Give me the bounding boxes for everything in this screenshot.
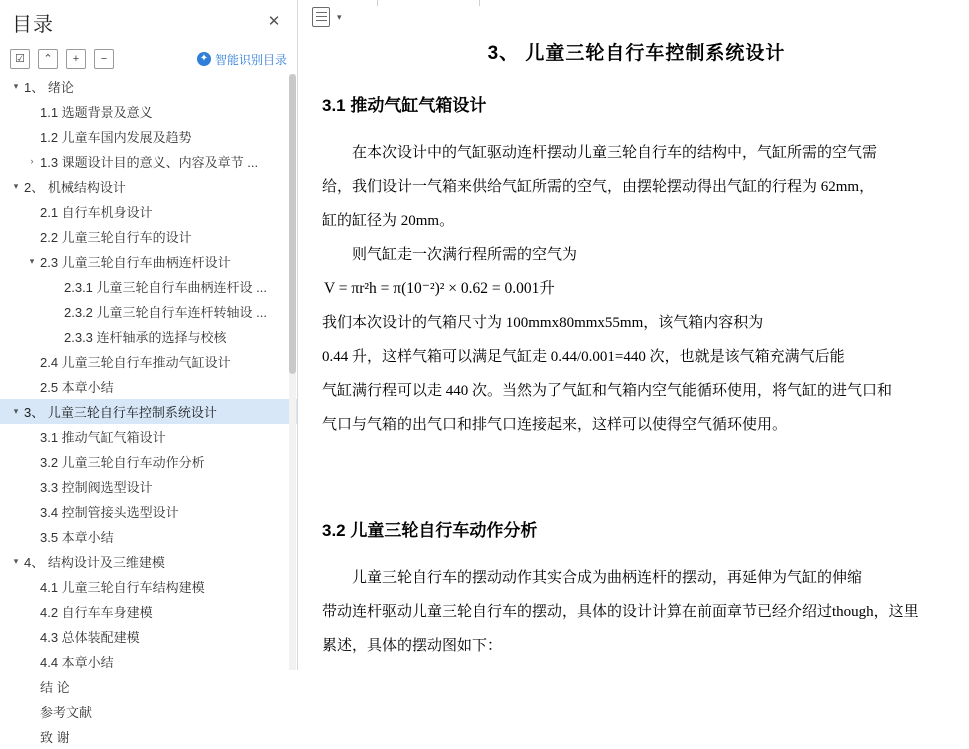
toc-item[interactable] xyxy=(0,349,297,374)
paragraph-line: 气缸满行程可以走 440 次。当然为了气缸和气箱内空气能循环使用，将气缸的进气口和 xyxy=(322,383,893,399)
close-icon[interactable]: ✕ xyxy=(267,13,281,30)
paragraph-line: 缸的缸径为 20mm。 xyxy=(322,213,455,229)
toc-item-label: 4.3 总体装配建模 xyxy=(40,630,140,645)
toc-item-label: 3.4 控制管接头选型设计 xyxy=(40,505,179,520)
chevron-down-icon[interactable]: ▾ xyxy=(13,81,19,91)
toc-item[interactable] xyxy=(0,424,297,449)
toc-item-label: 2.4 儿童三轮自行车推动气缸设计 xyxy=(40,355,231,370)
toc-list[interactable] xyxy=(0,74,297,745)
toc-item[interactable] xyxy=(0,549,297,574)
toc-item[interactable] xyxy=(0,399,297,424)
page-edge-marker-right xyxy=(479,0,480,6)
chevron-down-icon[interactable]: ▾ xyxy=(13,556,19,566)
chevron-down-icon[interactable]: ▾ xyxy=(29,256,35,266)
paragraph-line: 在本次设计中的气缸驱动连杆摆动儿童三轮自行车的结构中，气缸所需的空气需 xyxy=(352,145,878,161)
toc-item[interactable] xyxy=(0,599,297,624)
toc-item[interactable] xyxy=(0,699,297,724)
document-title: 3、 儿童三轮自行车控制系统设计 xyxy=(487,43,786,64)
toc-item[interactable] xyxy=(0,324,297,349)
section-heading-3-2: 3.2 儿童三轮自行车动作分析 xyxy=(322,521,538,540)
toc-item-label: 3.2 儿童三轮自行车动作分析 xyxy=(40,455,205,470)
toc-item[interactable] xyxy=(0,149,297,174)
toc-item-label: 2.1 自行车机身设计 xyxy=(40,205,153,220)
toc-item[interactable] xyxy=(0,99,297,124)
toc-item[interactable] xyxy=(0,249,297,274)
chevron-down-icon[interactable]: ▾ xyxy=(13,406,19,416)
formula-volume: V = πr²h = π(10⁻²)² × 0.62 = 0.001升 xyxy=(324,280,555,297)
page-title: 目录 xyxy=(12,13,54,36)
sidebar-header xyxy=(0,0,297,44)
toc-item[interactable] xyxy=(0,124,297,149)
paragraph-line: 则气缸走一次满行程所需的空气为 xyxy=(352,247,578,263)
toc-item[interactable] xyxy=(0,474,297,499)
toc-item-label: 2.3.3 连杆轴承的选择与校核 xyxy=(64,330,227,345)
toc-item[interactable] xyxy=(0,449,297,474)
page-edge-marker-left xyxy=(377,0,378,6)
toc-item-label: 1、 绪论 xyxy=(24,80,74,95)
toc-item[interactable] xyxy=(0,524,297,549)
toc-item-label: 1.2 儿童车国内发展及趋势 xyxy=(40,130,192,145)
paragraph-line: 气口与气箱的出气口和排气口连接起来，这样可以使得空气循环使用。 xyxy=(322,417,788,433)
toc-item-label: 4.4 本章小结 xyxy=(40,655,114,670)
paragraph-line: 累述，具体的摆动图如下： xyxy=(322,638,503,654)
toc-item[interactable] xyxy=(0,649,297,674)
toc-item[interactable] xyxy=(0,724,297,749)
toc-item-label: 4、 结构设计及三维建模 xyxy=(24,555,165,570)
toc-item-label: 2.2 儿童三轮自行车的设计 xyxy=(40,230,192,245)
chevron-down-icon[interactable]: ▾ xyxy=(13,181,19,191)
toc-item[interactable] xyxy=(0,224,297,249)
paragraph-line: 给，我们设计一气箱来供给气缸所需的空气，由摆轮摆动得出气缸的行程为 62mm， xyxy=(322,179,875,195)
lightbulb-icon: ✦ xyxy=(197,52,211,66)
toc-item[interactable] xyxy=(0,624,297,649)
toc-item-label: 2.3.2 儿童三轮自行车连杆转轴设 ... xyxy=(64,305,267,320)
toc-sidebar xyxy=(0,0,298,745)
toc-item-label: 参考文献 xyxy=(40,705,93,720)
paragraph-line: 带动连杆驱动儿童三轮自行车的摆动，具体的设计计算在前面章节已经介绍过though，这里 xyxy=(322,604,919,620)
toc-item[interactable] xyxy=(0,174,297,199)
toc-item-label: 3、 儿童三轮自行车控制系统设计 xyxy=(24,405,217,420)
sidebar-scrollbar[interactable] xyxy=(289,74,296,670)
expand-node-button[interactable]: + xyxy=(66,49,86,69)
chevron-down-icon[interactable]: ▾ xyxy=(337,11,342,22)
toc-item-label: 3.1 推动气缸气箱设计 xyxy=(40,430,166,445)
toc-item-label: 3.3 控制阀选型设计 xyxy=(40,480,153,495)
expand-up-button[interactable]: ⌃ xyxy=(38,49,58,69)
collapse-all-button[interactable]: ☑ xyxy=(10,49,30,69)
toc-item[interactable] xyxy=(0,574,297,599)
toc-item-label: 4.2 自行车车身建模 xyxy=(40,605,153,620)
toc-item[interactable] xyxy=(0,199,297,224)
sidebar-toolbar xyxy=(0,44,297,74)
toc-item-label: 1.3 课题设计目的意义、内容及章节 ... xyxy=(40,155,259,170)
toc-item[interactable] xyxy=(0,274,297,299)
toc-item[interactable] xyxy=(0,374,297,399)
paragraph-line: 儿童三轮自行车的摆动动作其实合成为曲柄连杆的摆动，再延伸为气缸的伸缩 xyxy=(352,570,863,586)
toc-item-label: 2、 机械结构设计 xyxy=(24,180,126,195)
toc-item-label: 2.3.1 儿童三轮自行车曲柄连杆设 ... xyxy=(64,280,267,295)
toc-item-label: 2.5 本章小结 xyxy=(40,380,114,395)
smart-toc-label: 智能识别目录 xyxy=(214,52,287,67)
collapse-node-button[interactable]: − xyxy=(94,49,114,69)
paragraph-line: 0.44 升，这样气箱可以满足气缸走 0.44/0.001=440 次，也就是该气箱充满气后能 xyxy=(322,349,845,365)
toc-item[interactable] xyxy=(0,499,297,524)
toc-item[interactable] xyxy=(0,674,297,699)
document-toolbar xyxy=(298,0,969,34)
section-heading-3-1: 3.1 推动气缸气箱设计 xyxy=(322,96,487,115)
toc-item[interactable] xyxy=(0,74,297,99)
chevron-right-icon[interactable]: › xyxy=(30,156,34,166)
toc-item-label: 结 论 xyxy=(40,680,70,695)
smart-toc-button[interactable] xyxy=(197,51,287,68)
sidebar-scrollbar-thumb[interactable] xyxy=(289,74,296,374)
document-body xyxy=(298,38,969,663)
toc-item-label: 致 谢 xyxy=(40,730,70,745)
paragraph-line: 我们本次设计的气箱尺寸为 100mmx80mmx55mm，该气箱内容积为 xyxy=(322,315,764,331)
toc-item-label: 4.1 儿童三轮自行车结构建模 xyxy=(40,580,205,595)
toc-item-label: 1.1 选题背景及意义 xyxy=(40,105,153,120)
toc-item[interactable] xyxy=(0,299,297,324)
document-pane xyxy=(298,0,969,670)
toc-item-label: 3.5 本章小结 xyxy=(40,530,114,545)
document-icon[interactable] xyxy=(312,7,330,27)
toc-item-label: 2.3 儿童三轮自行车曲柄连杆设计 xyxy=(40,255,231,270)
